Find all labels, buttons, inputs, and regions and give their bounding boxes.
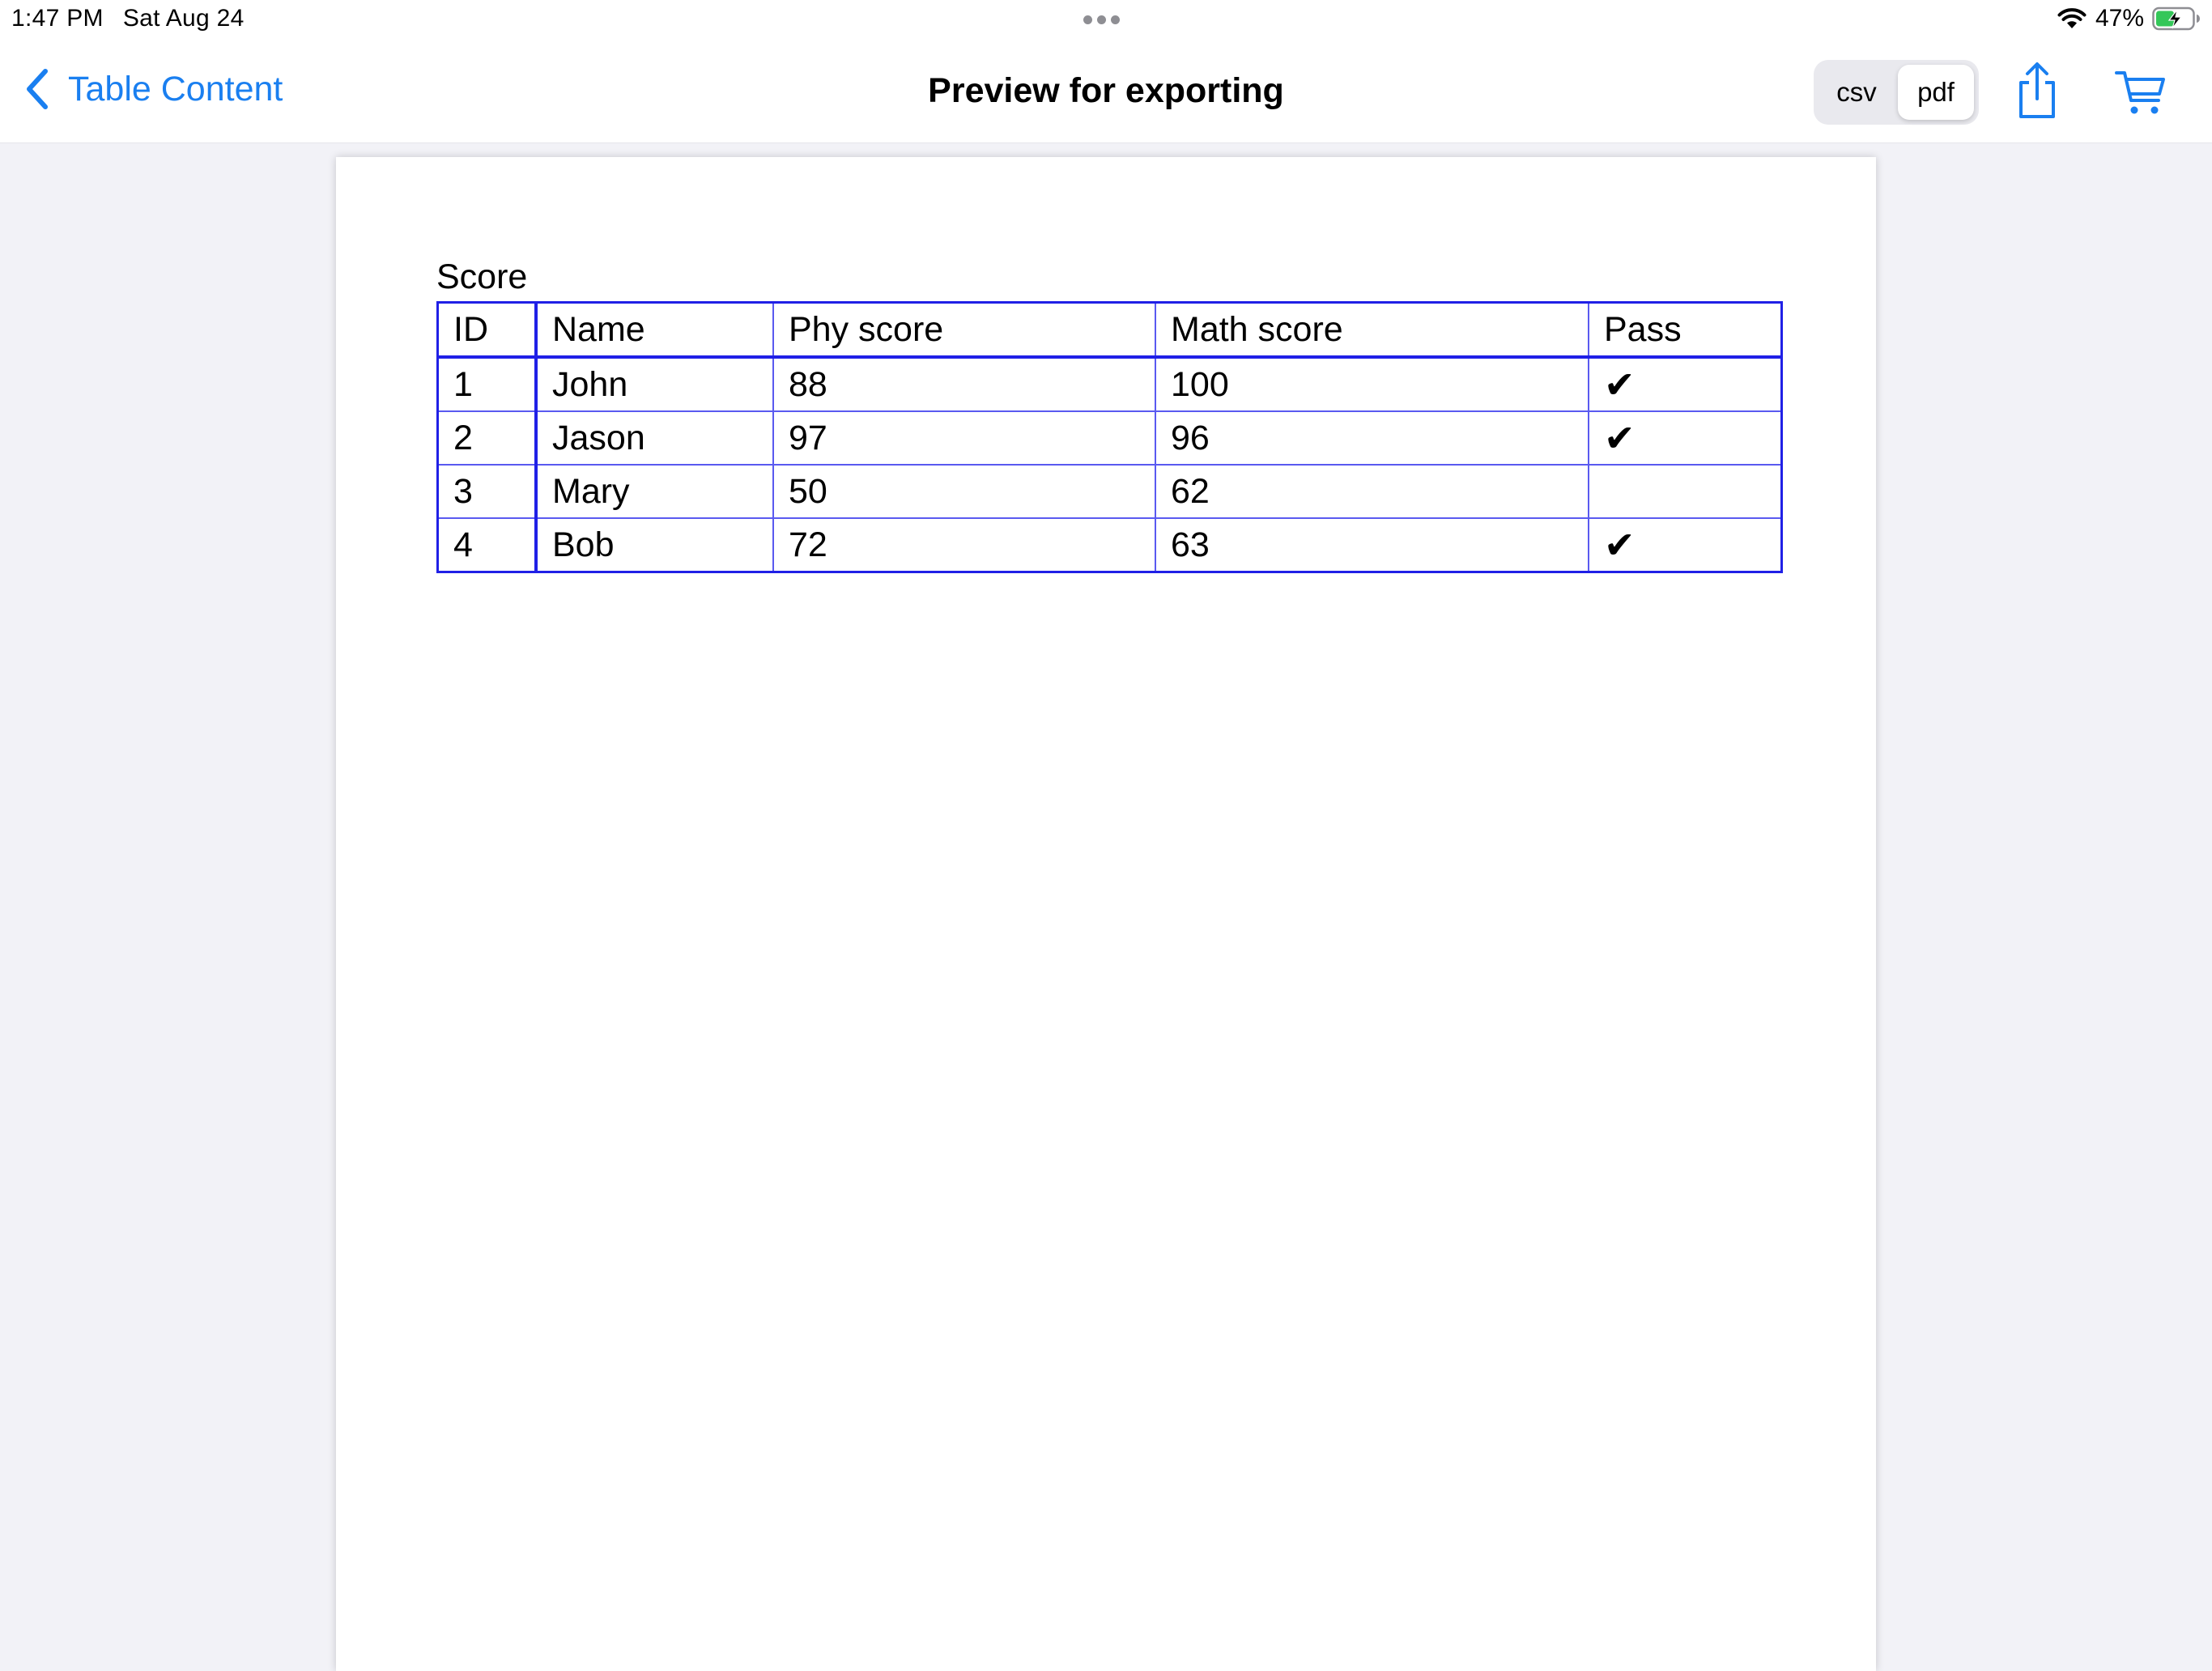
cell-name: Bob	[536, 518, 773, 572]
pdf-preview-page[interactable]	[336, 157, 1876, 1671]
page-title: Preview for exporting	[928, 71, 1284, 110]
share-icon[interactable]	[2014, 62, 2060, 120]
cell-id: 3	[438, 465, 537, 518]
cell-phy-score: 97	[773, 411, 1155, 465]
status-clock: 1:47 PM	[11, 5, 104, 32]
segment-csv[interactable]: csv	[1836, 77, 1877, 107]
status-date: Sat Aug 24	[122, 5, 245, 32]
column-header-math-score: Math score	[1155, 303, 1589, 358]
column-header-pass: Pass	[1589, 303, 1782, 358]
back-button-label: Table Content	[68, 69, 283, 108]
cell-pass-checkmark: ✔	[1589, 357, 1782, 411]
cell-phy-score: 88	[773, 357, 1155, 411]
cell-pass-checkmark: ✔	[1589, 518, 1782, 572]
multitasking-dots-icon[interactable]	[1083, 15, 1120, 24]
wifi-icon	[2057, 7, 2087, 30]
table-row	[438, 411, 1782, 465]
cell-name: Jason	[536, 411, 773, 465]
cell-name: Mary	[536, 465, 773, 518]
table-row	[438, 465, 1782, 518]
cell-id: 4	[438, 518, 537, 572]
table-row	[438, 357, 1782, 411]
navigation-bar	[0, 40, 2212, 143]
column-header-phy-score: Phy score	[773, 303, 1155, 358]
cell-math-score: 62	[1155, 465, 1589, 518]
cell-math-score: 63	[1155, 518, 1589, 572]
cell-phy-score: 72	[773, 518, 1155, 572]
cart-icon[interactable]	[2115, 68, 2167, 117]
status-indicators	[2057, 5, 2201, 32]
table-row	[438, 518, 1782, 572]
cell-phy-score: 50	[773, 465, 1155, 518]
score-table	[436, 301, 1783, 573]
cell-name: John	[536, 357, 773, 411]
battery-percent: 47%	[2095, 5, 2144, 32]
status-time	[11, 5, 264, 32]
table-header-row	[438, 303, 1782, 358]
cell-id: 2	[438, 411, 537, 465]
table-caption: Score	[436, 257, 528, 296]
cell-math-score: 96	[1155, 411, 1589, 465]
column-header-id: ID	[438, 303, 537, 358]
segment-pdf[interactable]: pdf	[1898, 65, 1974, 120]
format-segmented-control	[1814, 60, 1979, 125]
cell-id: 1	[438, 357, 537, 411]
status-bar	[0, 0, 2212, 40]
cell-pass-checkmark: ✔	[1589, 411, 1782, 465]
cell-math-score: 100	[1155, 357, 1589, 411]
column-header-name: Name	[536, 303, 773, 358]
cell-pass-checkmark	[1589, 465, 1782, 518]
battery-charging-icon	[2152, 6, 2201, 31]
